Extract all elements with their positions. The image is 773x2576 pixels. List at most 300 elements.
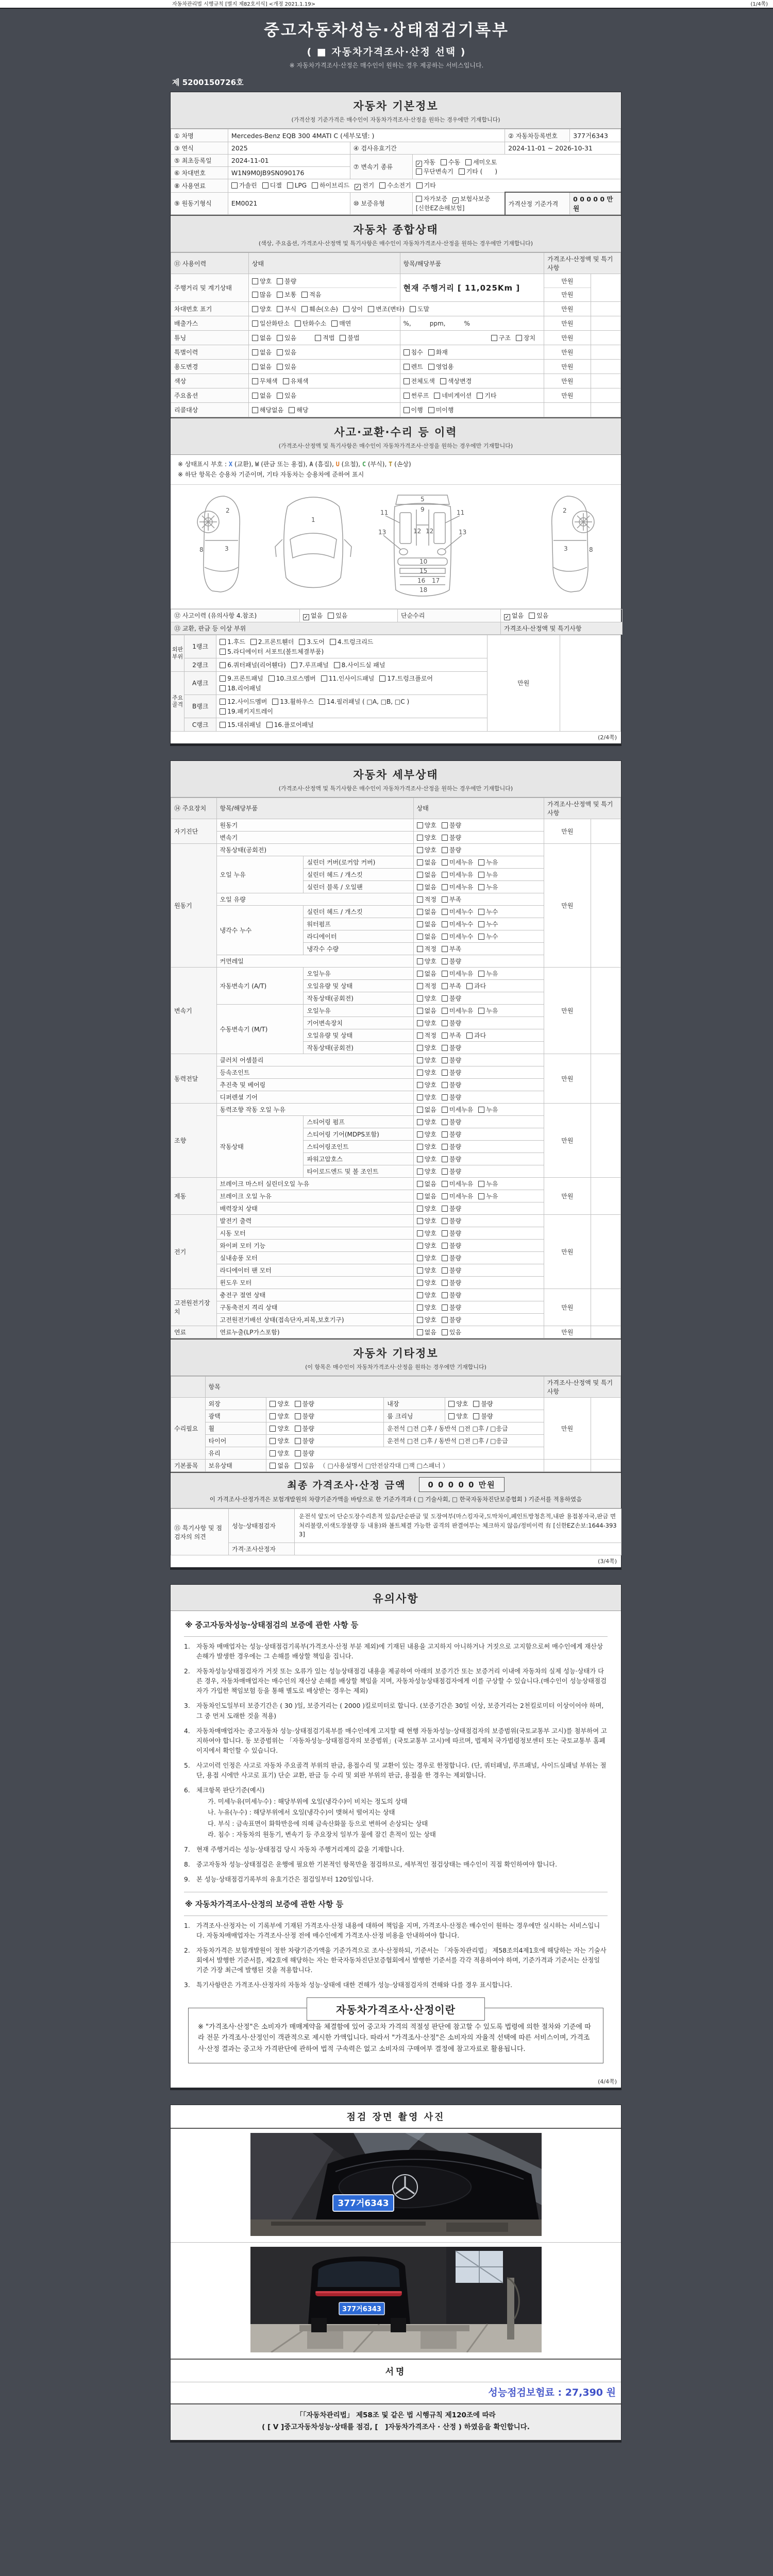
checkbox[interactable]: [343, 306, 349, 312]
checkbox[interactable]: [442, 958, 448, 964]
checkbox-option[interactable]: [417, 1204, 436, 1213]
checkbox[interactable]: [417, 1230, 423, 1236]
checkbox[interactable]: [220, 708, 226, 715]
checkbox-option[interactable]: [417, 1253, 436, 1262]
checkbox-option[interactable]: [478, 870, 498, 879]
checkbox[interactable]: [417, 1181, 423, 1187]
checkbox[interactable]: [295, 1438, 301, 1444]
checkbox[interactable]: [417, 1280, 423, 1286]
checkbox[interactable]: [291, 662, 297, 668]
checkbox[interactable]: [442, 872, 448, 878]
checkbox[interactable]: [491, 335, 497, 341]
checkbox-option[interactable]: [416, 194, 447, 203]
checkbox[interactable]: [417, 1156, 423, 1162]
checkbox-option[interactable]: [442, 994, 461, 1003]
checkbox[interactable]: [442, 1243, 448, 1249]
checkbox[interactable]: [252, 335, 258, 341]
checkbox-option[interactable]: [355, 181, 374, 190]
checkbox[interactable]: [417, 1144, 423, 1150]
checkbox-checked[interactable]: ✓: [355, 184, 360, 190]
checkbox-option[interactable]: [417, 957, 436, 965]
checkbox[interactable]: [442, 1206, 448, 1212]
checkbox[interactable]: [477, 393, 483, 399]
checkbox-option[interactable]: [491, 333, 511, 342]
checkbox-option[interactable]: [301, 304, 338, 313]
checkbox[interactable]: [220, 662, 226, 668]
checkbox-option[interactable]: [417, 1167, 436, 1176]
checkbox[interactable]: [440, 378, 446, 384]
checkbox-option[interactable]: [416, 181, 436, 190]
checkbox-option[interactable]: [252, 391, 272, 400]
checkbox[interactable]: [334, 662, 340, 668]
checkbox[interactable]: [442, 822, 448, 828]
checkbox[interactable]: [295, 1463, 301, 1469]
checkbox[interactable]: [270, 1463, 276, 1469]
checkbox-option[interactable]: [529, 611, 548, 620]
checkbox[interactable]: [442, 1008, 448, 1014]
checkbox[interactable]: [404, 364, 410, 370]
checkbox-option[interactable]: [330, 637, 373, 646]
checkbox-option[interactable]: [440, 377, 472, 385]
checkbox-option[interactable]: [270, 1449, 289, 1458]
checkbox[interactable]: [379, 182, 385, 189]
checkbox[interactable]: [417, 1131, 423, 1138]
checkbox-option[interactable]: [295, 1449, 314, 1458]
checkbox[interactable]: [250, 639, 257, 645]
checkbox-option[interactable]: [442, 1303, 461, 1312]
checkbox[interactable]: [289, 407, 295, 413]
checkbox[interactable]: [417, 1094, 423, 1100]
checkbox[interactable]: [442, 971, 448, 977]
checkbox-option[interactable]: [250, 637, 294, 646]
checkbox-option[interactable]: [442, 1117, 461, 1126]
checkbox[interactable]: [417, 909, 423, 915]
checkbox[interactable]: [442, 859, 448, 866]
checkbox-checked[interactable]: ✓: [505, 614, 510, 620]
checkbox-option[interactable]: [270, 1412, 289, 1420]
checkbox[interactable]: [277, 364, 283, 370]
checkbox[interactable]: [270, 1450, 276, 1456]
checkbox[interactable]: [442, 1304, 448, 1311]
checkbox[interactable]: [442, 1230, 448, 1236]
checkbox-option[interactable]: [442, 845, 461, 854]
checkbox-option[interactable]: [478, 920, 498, 928]
checkbox-option[interactable]: [262, 181, 282, 190]
checkbox-option[interactable]: [417, 1006, 436, 1015]
checkbox-option[interactable]: [442, 932, 473, 941]
checkbox-option[interactable]: [478, 1006, 498, 1015]
checkbox[interactable]: [417, 1317, 423, 1323]
checkbox[interactable]: [417, 847, 423, 853]
checkbox-option[interactable]: [417, 907, 436, 916]
checkbox[interactable]: [252, 320, 258, 327]
checkbox-option[interactable]: [442, 1229, 461, 1238]
checkbox-option[interactable]: [417, 1130, 436, 1139]
checkbox[interactable]: [417, 884, 423, 890]
checkbox-option[interactable]: [252, 304, 272, 313]
checkbox[interactable]: [220, 649, 226, 655]
checkbox[interactable]: [368, 306, 374, 312]
checkbox-option[interactable]: [417, 994, 436, 1003]
checkbox-option[interactable]: [272, 697, 313, 706]
checkbox-option[interactable]: [270, 1399, 289, 1408]
checkbox[interactable]: [442, 1082, 448, 1088]
checkbox[interactable]: [442, 1317, 448, 1323]
checkbox[interactable]: [417, 896, 423, 903]
checkbox[interactable]: [287, 182, 293, 189]
checkbox-option[interactable]: [277, 333, 296, 342]
checkbox-option[interactable]: [270, 1424, 289, 1433]
checkbox-option[interactable]: [417, 1080, 436, 1089]
checkbox-option[interactable]: [417, 1315, 436, 1324]
checkbox-option[interactable]: [417, 969, 436, 978]
checkbox[interactable]: [262, 182, 268, 189]
checkbox-option[interactable]: [417, 1266, 436, 1275]
checkbox-option[interactable]: [252, 405, 283, 414]
checkbox-option[interactable]: [478, 907, 498, 916]
checkbox-option[interactable]: [287, 182, 307, 189]
checkbox-option[interactable]: [277, 277, 296, 285]
checkbox-option[interactable]: [417, 920, 436, 928]
checkbox[interactable]: [428, 407, 434, 413]
checkbox[interactable]: [442, 1193, 448, 1199]
checkbox[interactable]: [441, 159, 447, 165]
checkbox[interactable]: [478, 859, 484, 866]
checkbox[interactable]: [416, 196, 422, 202]
checkbox[interactable]: [319, 699, 325, 705]
checkbox[interactable]: [448, 1413, 455, 1419]
checkbox-option[interactable]: [478, 1192, 498, 1200]
checkbox[interactable]: [417, 1119, 423, 1125]
checkbox[interactable]: [442, 1131, 448, 1138]
checkbox-option[interactable]: [442, 920, 473, 928]
checkbox[interactable]: [404, 407, 410, 413]
checkbox-option[interactable]: [442, 969, 473, 978]
checkbox-option[interactable]: [473, 1399, 493, 1408]
checkbox-option[interactable]: [417, 1216, 436, 1225]
checkbox-option[interactable]: [283, 377, 309, 385]
checkbox[interactable]: [220, 675, 226, 682]
checkbox-option[interactable]: [442, 1006, 473, 1015]
checkbox-option[interactable]: [417, 1019, 436, 1027]
checkbox-option[interactable]: [442, 1179, 473, 1188]
checkbox-option[interactable]: [465, 158, 497, 166]
checkbox-option[interactable]: [466, 1031, 486, 1040]
checkbox-option[interactable]: [417, 1117, 436, 1126]
checkbox[interactable]: [272, 699, 278, 705]
checkbox-option[interactable]: [452, 194, 490, 204]
checkbox-option[interactable]: [417, 1229, 436, 1238]
checkbox-option[interactable]: [442, 1056, 461, 1064]
checkbox-option[interactable]: [442, 1266, 461, 1275]
checkbox[interactable]: [277, 393, 283, 399]
checkbox-option[interactable]: [303, 611, 323, 620]
checkbox[interactable]: [417, 1329, 423, 1335]
checkbox-option[interactable]: [442, 1204, 461, 1213]
checkbox[interactable]: [252, 378, 258, 384]
checkbox-option[interactable]: [252, 333, 272, 342]
checkbox-option[interactable]: [379, 674, 433, 683]
checkbox-option[interactable]: [442, 907, 473, 916]
checkbox-option[interactable]: [312, 181, 349, 190]
checkbox[interactable]: [252, 278, 258, 284]
checkbox-option[interactable]: [417, 1192, 436, 1200]
checkbox-option[interactable]: [404, 348, 423, 357]
checkbox[interactable]: [442, 983, 448, 989]
checkbox-option[interactable]: [442, 1130, 461, 1139]
checkbox[interactable]: [442, 1144, 448, 1150]
checkbox[interactable]: [252, 407, 258, 413]
checkbox[interactable]: [442, 1168, 448, 1175]
checkbox-option[interactable]: [428, 348, 448, 357]
checkbox[interactable]: [295, 320, 301, 327]
checkbox-option[interactable]: [442, 1142, 461, 1151]
checkbox-option[interactable]: [466, 981, 486, 990]
checkbox-option[interactable]: [442, 870, 473, 879]
checkbox-option[interactable]: [295, 1412, 314, 1420]
checkbox[interactable]: [417, 946, 423, 952]
checkbox-option[interactable]: [417, 1155, 436, 1163]
checkbox[interactable]: [478, 909, 484, 915]
checkbox[interactable]: [270, 1426, 276, 1432]
checkbox[interactable]: [529, 613, 535, 619]
checkbox[interactable]: [442, 1057, 448, 1063]
checkbox-option[interactable]: [442, 883, 473, 891]
checkbox[interactable]: [220, 639, 226, 645]
checkbox[interactable]: [434, 393, 440, 399]
checkbox[interactable]: [478, 971, 484, 977]
checkbox-option[interactable]: [417, 1043, 436, 1052]
checkbox[interactable]: [442, 896, 448, 903]
checkbox[interactable]: [442, 995, 448, 1002]
checkbox-option[interactable]: [442, 1105, 473, 1114]
checkbox[interactable]: [231, 182, 238, 189]
checkbox-option[interactable]: [417, 1056, 436, 1064]
checkbox-option[interactable]: [428, 405, 454, 414]
checkbox[interactable]: [442, 1119, 448, 1125]
checkbox-option[interactable]: [477, 391, 496, 400]
checkbox[interactable]: [328, 613, 334, 619]
checkbox-option[interactable]: [220, 674, 263, 683]
checkbox[interactable]: [295, 1401, 301, 1407]
checkbox[interactable]: [442, 1107, 448, 1113]
checkbox-option[interactable]: [417, 895, 436, 904]
checkbox-option[interactable]: [428, 362, 454, 371]
checkbox[interactable]: [417, 872, 423, 878]
checkbox[interactable]: [478, 1008, 484, 1014]
checkbox-option[interactable]: [252, 277, 272, 285]
checkbox-option[interactable]: [379, 181, 411, 190]
checkbox-option[interactable]: [442, 1019, 461, 1027]
checkbox[interactable]: [448, 1401, 455, 1407]
checkbox-option[interactable]: [270, 1436, 289, 1445]
checkbox-option[interactable]: [417, 845, 436, 854]
checkbox-option[interactable]: [417, 1179, 436, 1188]
checkbox-option[interactable]: [442, 1328, 461, 1336]
checkbox-option[interactable]: [220, 637, 245, 646]
checkbox-option[interactable]: [417, 833, 436, 842]
checkbox[interactable]: [417, 983, 423, 989]
checkbox[interactable]: [416, 168, 422, 175]
checkbox-option[interactable]: [442, 1155, 461, 1163]
checkbox-checked[interactable]: ✓: [416, 161, 421, 167]
checkbox-option[interactable]: [442, 1216, 461, 1225]
checkbox-option[interactable]: [516, 333, 535, 342]
checkbox-option[interactable]: [220, 697, 267, 706]
checkbox-option[interactable]: [277, 362, 296, 371]
checkbox[interactable]: [442, 1181, 448, 1187]
checkbox[interactable]: [442, 1292, 448, 1298]
checkbox-option[interactable]: [442, 1068, 461, 1077]
checkbox[interactable]: [478, 1181, 484, 1187]
checkbox[interactable]: [417, 958, 423, 964]
checkbox[interactable]: [442, 946, 448, 952]
checkbox-option[interactable]: [417, 944, 436, 953]
checkbox-option[interactable]: [417, 883, 436, 891]
checkbox[interactable]: [295, 1413, 301, 1419]
checkbox-option[interactable]: [417, 1093, 436, 1101]
checkbox[interactable]: [428, 364, 434, 370]
checkbox-option[interactable]: [295, 319, 326, 328]
checkbox-option[interactable]: [442, 833, 461, 842]
checkbox-option[interactable]: [277, 348, 296, 357]
checkbox-option[interactable]: [417, 1241, 436, 1250]
checkbox[interactable]: [416, 182, 423, 189]
checkbox-option[interactable]: [442, 858, 473, 867]
checkbox-option[interactable]: [417, 821, 436, 829]
checkbox[interactable]: [417, 934, 423, 940]
checkbox[interactable]: [277, 292, 283, 298]
checkbox-option[interactable]: [442, 895, 461, 904]
checkbox-option[interactable]: [442, 1291, 461, 1299]
checkbox-option[interactable]: [478, 1105, 498, 1114]
checkbox[interactable]: [478, 872, 484, 878]
checkbox[interactable]: [442, 1156, 448, 1162]
checkbox-option[interactable]: [442, 1167, 461, 1176]
checkbox[interactable]: [417, 1168, 423, 1175]
checkbox-option[interactable]: [334, 660, 385, 669]
checkbox-option[interactable]: [404, 391, 429, 400]
checkbox-option[interactable]: [478, 883, 498, 891]
checkbox[interactable]: [312, 182, 318, 189]
checkbox[interactable]: [266, 722, 273, 728]
checkbox[interactable]: [465, 159, 472, 165]
checkbox-option[interactable]: [252, 362, 272, 371]
checkbox[interactable]: [417, 1267, 423, 1274]
checkbox[interactable]: [252, 393, 258, 399]
checkbox-option[interactable]: [252, 377, 278, 385]
checkbox[interactable]: [404, 349, 410, 355]
checkbox[interactable]: [417, 1218, 423, 1224]
checkbox-option[interactable]: [295, 1436, 314, 1445]
checkbox[interactable]: [442, 1280, 448, 1286]
checkbox[interactable]: [331, 320, 338, 327]
checkbox[interactable]: [417, 1020, 423, 1026]
checkbox[interactable]: [442, 1267, 448, 1274]
checkbox-option[interactable]: [448, 1412, 468, 1420]
checkbox-option[interactable]: [252, 319, 290, 328]
checkbox[interactable]: [442, 847, 448, 853]
checkbox-option[interactable]: [299, 637, 325, 646]
checkbox[interactable]: [330, 639, 336, 645]
checkbox[interactable]: [277, 335, 283, 341]
checkbox-option[interactable]: [417, 1291, 436, 1299]
checkbox-option[interactable]: [442, 1278, 461, 1287]
checkbox[interactable]: [417, 835, 423, 841]
checkbox-option[interactable]: [442, 1080, 461, 1089]
checkbox[interactable]: [252, 349, 258, 355]
checkbox[interactable]: [442, 1032, 448, 1039]
checkbox[interactable]: [295, 1426, 301, 1432]
checkbox[interactable]: [417, 1082, 423, 1088]
checkbox-option[interactable]: [442, 981, 461, 990]
checkbox-option[interactable]: [442, 1093, 461, 1101]
checkbox[interactable]: [268, 675, 275, 682]
checkbox-option[interactable]: [252, 290, 272, 299]
checkbox[interactable]: [220, 685, 226, 691]
checkbox[interactable]: [417, 995, 423, 1002]
checkbox[interactable]: [417, 859, 423, 866]
checkbox[interactable]: [277, 349, 283, 355]
checkbox[interactable]: [478, 884, 484, 890]
checkbox[interactable]: [252, 364, 258, 370]
checkbox-option[interactable]: [277, 290, 296, 299]
checkbox-option[interactable]: [442, 957, 461, 965]
checkbox-option[interactable]: [459, 167, 497, 176]
checkbox[interactable]: [295, 1450, 301, 1456]
checkbox-option[interactable]: [270, 1461, 289, 1470]
checkbox[interactable]: [478, 934, 484, 940]
checkbox-option[interactable]: [220, 684, 261, 692]
checkbox-option[interactable]: [321, 674, 375, 683]
checkbox[interactable]: [417, 1008, 423, 1014]
checkbox[interactable]: [270, 1413, 276, 1419]
checkbox-option[interactable]: [343, 304, 363, 313]
checkbox-option[interactable]: [252, 348, 272, 357]
checkbox-option[interactable]: [331, 319, 351, 328]
checkbox[interactable]: [301, 292, 308, 298]
checkbox[interactable]: [466, 983, 473, 989]
checkbox[interactable]: [417, 1032, 423, 1039]
checkbox-option[interactable]: [442, 1315, 461, 1324]
checkbox-option[interactable]: [417, 981, 436, 990]
checkbox[interactable]: [442, 884, 448, 890]
checkbox[interactable]: [417, 921, 423, 927]
checkbox[interactable]: [252, 292, 258, 298]
checkbox[interactable]: [283, 378, 289, 384]
checkbox-option[interactable]: [328, 611, 347, 620]
checkbox[interactable]: [270, 1438, 276, 1444]
checkbox[interactable]: [417, 1070, 423, 1076]
checkbox[interactable]: [277, 278, 283, 284]
checkbox-option[interactable]: [417, 870, 436, 879]
checkbox[interactable]: [321, 675, 327, 682]
checkbox[interactable]: [442, 1070, 448, 1076]
checkbox[interactable]: [220, 722, 226, 728]
checkbox-option[interactable]: [277, 391, 296, 400]
checkbox-option[interactable]: [231, 181, 257, 190]
checkbox[interactable]: [417, 1243, 423, 1249]
checkbox[interactable]: [220, 699, 226, 705]
checkbox-option[interactable]: [404, 377, 435, 385]
checkbox[interactable]: [417, 1206, 423, 1212]
checkbox-option[interactable]: [442, 821, 461, 829]
checkbox-option[interactable]: [340, 333, 359, 342]
checkbox[interactable]: [466, 1032, 473, 1039]
checkbox[interactable]: [417, 1292, 423, 1298]
checkbox[interactable]: [417, 1255, 423, 1261]
checkbox[interactable]: [442, 1255, 448, 1261]
